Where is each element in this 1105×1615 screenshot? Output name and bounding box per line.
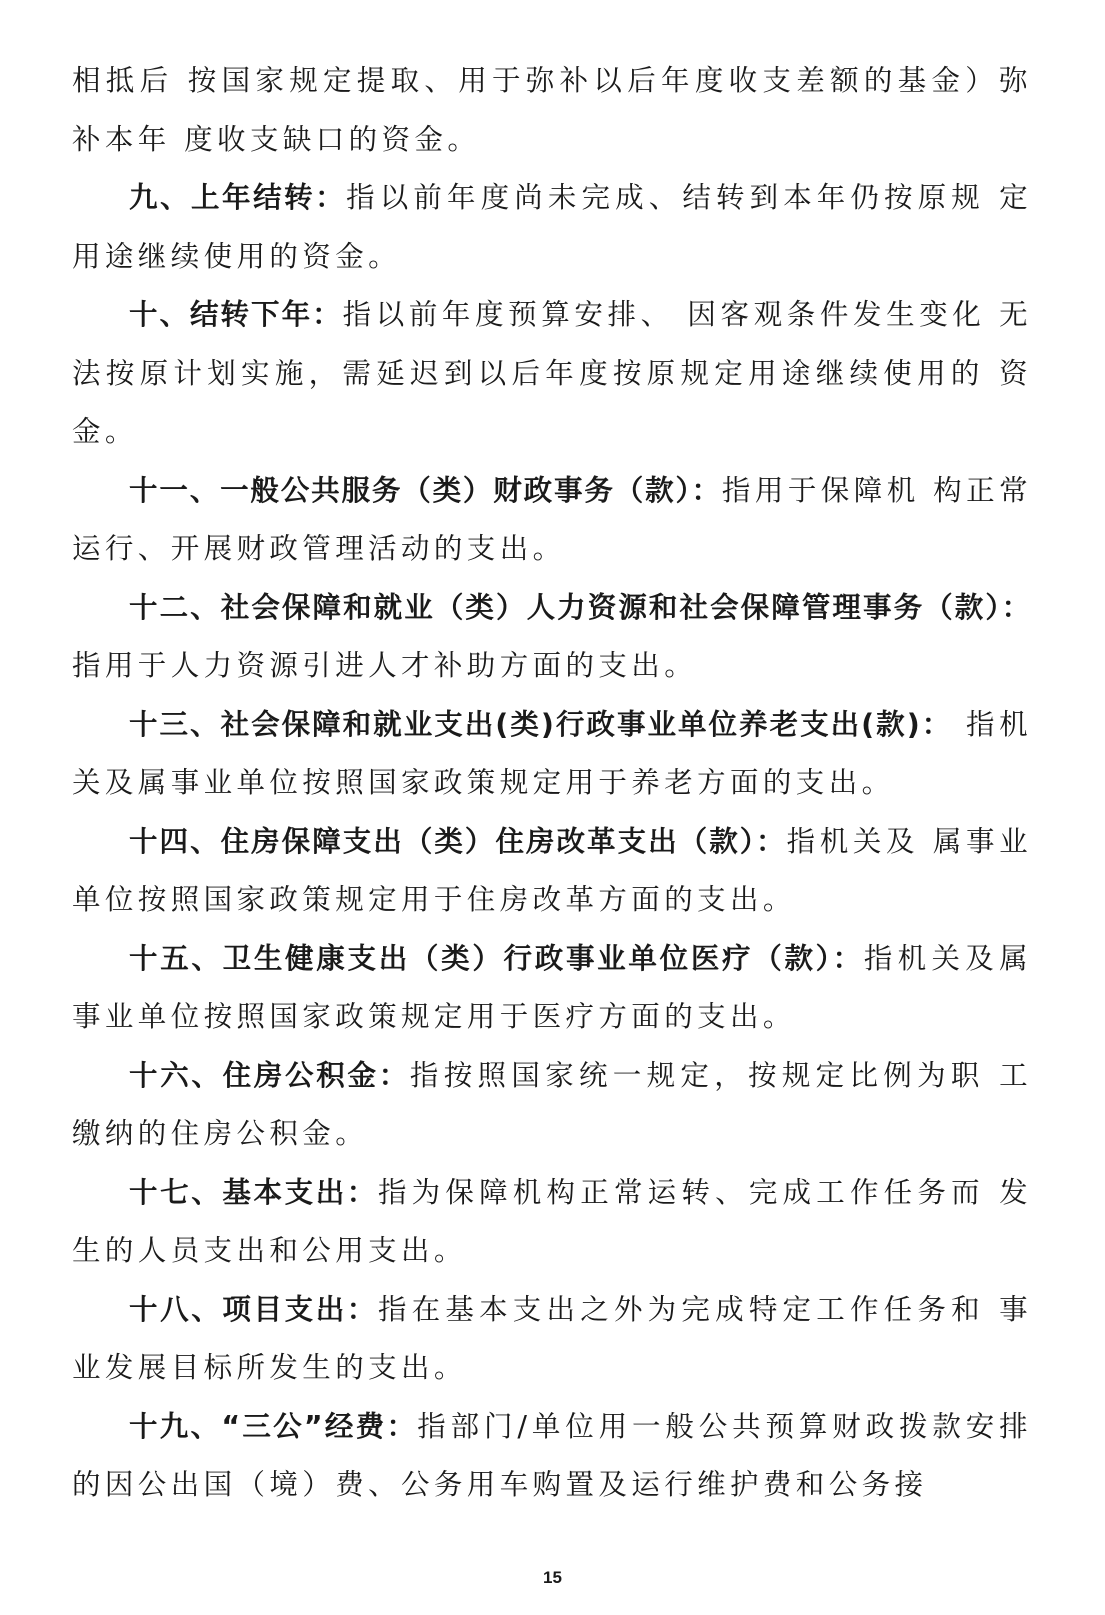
definition-term: 十六、住房公积金： <box>129 1058 410 1092</box>
definition-item-17 <box>72 1164 1032 1281</box>
definition-term: 十八、项目支出： <box>129 1292 378 1326</box>
definition-item-10 <box>72 286 1032 462</box>
definition-item-11 <box>72 462 1032 579</box>
definition-term: 九、上年结转： <box>129 181 347 214</box>
definition-text: 指机关及属事业单位按照国家政策规定用于养老方面的支出。 <box>72 707 1032 799</box>
definition-text: 指以前年度尚未完成、结转到本年仍按原规 定用途继续使用的资金。 <box>72 181 1032 273</box>
definition-text: 指按照国家统一规定，按规定比例为职 工缴纳的住房公积金。 <box>72 1058 1032 1150</box>
definition-term: 十七、基本支出： <box>129 1175 378 1209</box>
definition-term: 十一、一般公共服务（类）财政事务（款）： <box>129 473 722 507</box>
page-number: 15 <box>543 1568 562 1587</box>
definition-text: 指用于人力资源引进人才补助方面的支出。 <box>72 649 698 682</box>
continuation-paragraph: 相抵后 按国家规定提取、用于弥补以后年度收支差额的基金）弥补本年 度收支缺口的资金。 <box>72 64 1032 156</box>
definition-item-9 <box>72 169 1032 286</box>
definition-text: 指在基本支出之外为完成特定工作任务和 事业发展目标所发生的支出。 <box>72 1292 1033 1384</box>
document-body <box>72 52 1032 1515</box>
definition-term: 十九、“三公”经费： <box>129 1409 418 1443</box>
definition-item-16 <box>72 1047 1032 1164</box>
definition-term: 十二、社会保障和就业（类）人力资源和社会保障管理事务（款）： <box>129 590 1032 624</box>
definition-item-12 <box>72 579 1032 696</box>
definition-item-13 <box>72 696 1032 813</box>
definition-term: 十、结转下年： <box>129 298 343 331</box>
definition-text: 指为保障机构正常运转、完成工作任务而 发生的人员支出和公用支出。 <box>72 1175 1033 1267</box>
definition-text: 指用于保障机 构正常运行、开展财政管理活动的支出。 <box>72 473 1032 565</box>
definition-term: 十四、住房保障支出（类）住房改革支出（款）： <box>129 824 787 858</box>
definition-term: 十三、社会保障和就业支出(类)行政事业单位养老支出(款)： <box>129 707 953 741</box>
definition-item-19 <box>72 1398 1032 1515</box>
definition-text: 指机关及 属事业单位按照国家政策规定用于住房改革方面的支出。 <box>72 824 1032 916</box>
definition-text: 指机关及属事业单位按照国家政策规定用于医疗方面的支出。 <box>72 941 1032 1033</box>
definition-term: 十五、卫生健康支出（类）行政事业单位医疗（款）： <box>129 941 864 975</box>
definition-item-14 <box>72 813 1032 930</box>
definition-item-18 <box>72 1281 1032 1398</box>
definition-text: 指部门/单位用一般公共预算财政拨款安排的因公出国（境）费、公务用车购置及运行维护费和公务接 <box>72 1409 1032 1501</box>
definition-text: 指以前年度预算安排、 因客观条件发生变化 无法按原计划实施，需延迟到以后年度按原规定用途继续使用的 资金。 <box>72 298 1032 448</box>
definition-item-15 <box>72 930 1032 1047</box>
